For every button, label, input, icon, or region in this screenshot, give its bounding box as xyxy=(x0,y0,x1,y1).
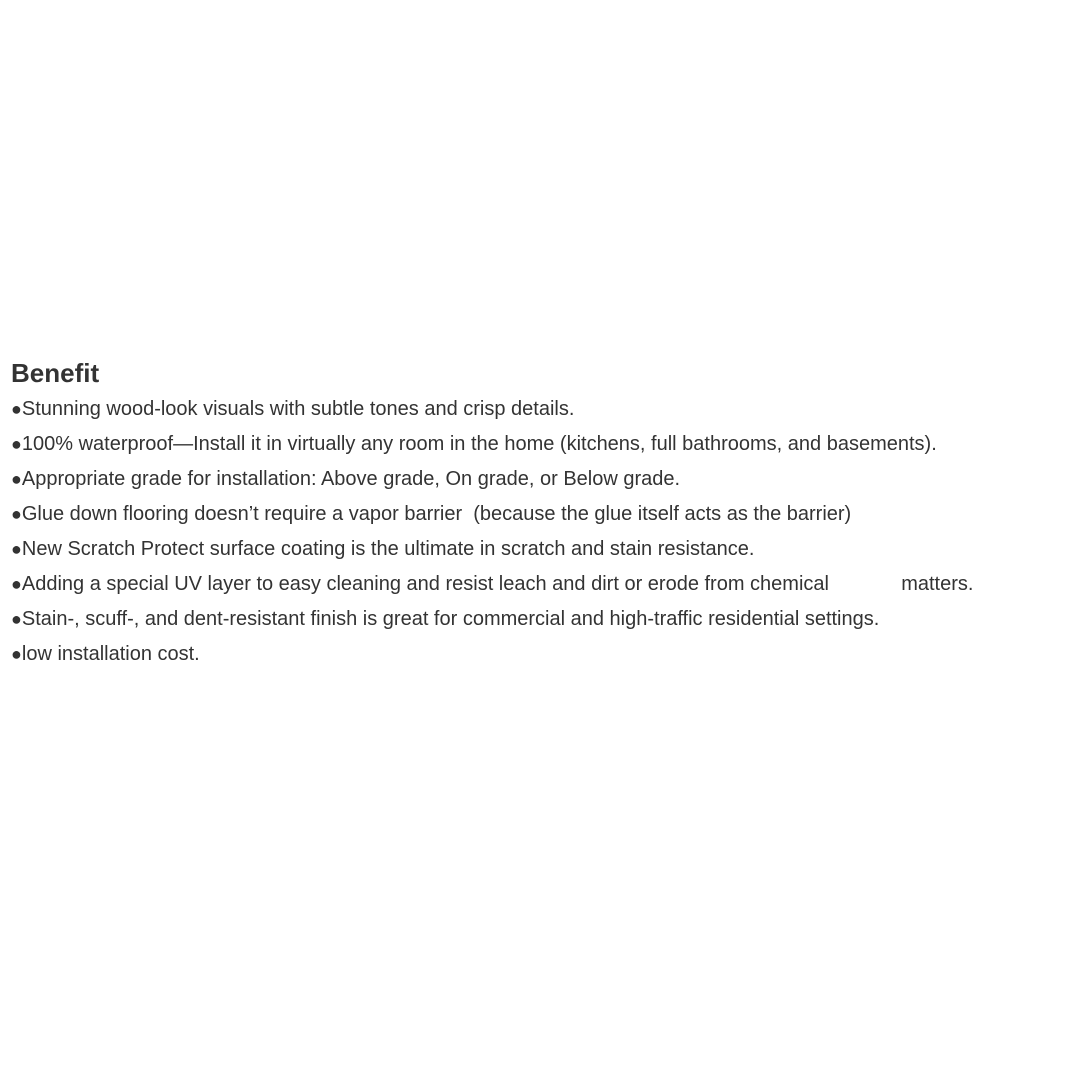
list-item xyxy=(11,567,1077,602)
benefit-section xyxy=(11,356,1077,672)
bullet-icon: ● xyxy=(11,539,22,559)
bullet-icon: ● xyxy=(11,469,22,489)
list-item xyxy=(11,497,1077,532)
list-item-text: Adding a special UV layer to easy cleaning and resist leach and dirt or erode from chemical matters. xyxy=(21,573,974,595)
bullet-icon: ● xyxy=(11,434,22,454)
bullet-icon: ● xyxy=(11,644,22,664)
list-item xyxy=(11,637,1077,672)
list-item-text: New Scratch Protect surface coating is the ultimate in scratch and stain resistance. xyxy=(21,538,755,560)
section-heading: Benefit xyxy=(11,358,100,388)
list-item xyxy=(11,602,1077,637)
list-item-text: Stain-, scuff-, and dent-resistant finish is great for commercial and high-traffic residential settings. xyxy=(21,608,880,630)
list-item xyxy=(11,392,1077,427)
bullet-icon: ● xyxy=(11,574,22,594)
bullet-icon: ● xyxy=(11,609,22,629)
list-item xyxy=(11,462,1077,497)
list-item-text: Glue down flooring doesn’t require a vapor barrier (because the glue itself acts as the barrier) xyxy=(21,503,852,525)
bullet-icon: ● xyxy=(11,504,22,524)
list-item-text: 100% waterproof—Install it in virtually any room in the home (kitchens, full bathrooms, and basements). xyxy=(21,433,937,455)
bullet-icon: ● xyxy=(11,399,22,419)
list-item-text: Stunning wood-look visuals with subtle tones and crisp details. xyxy=(21,398,575,420)
list-item-text: low installation cost. xyxy=(21,643,200,665)
list-item xyxy=(11,532,1077,567)
list-item-text: Appropriate grade for installation: Above grade, On grade, or Below grade. xyxy=(21,468,681,490)
list-item xyxy=(11,427,1077,462)
